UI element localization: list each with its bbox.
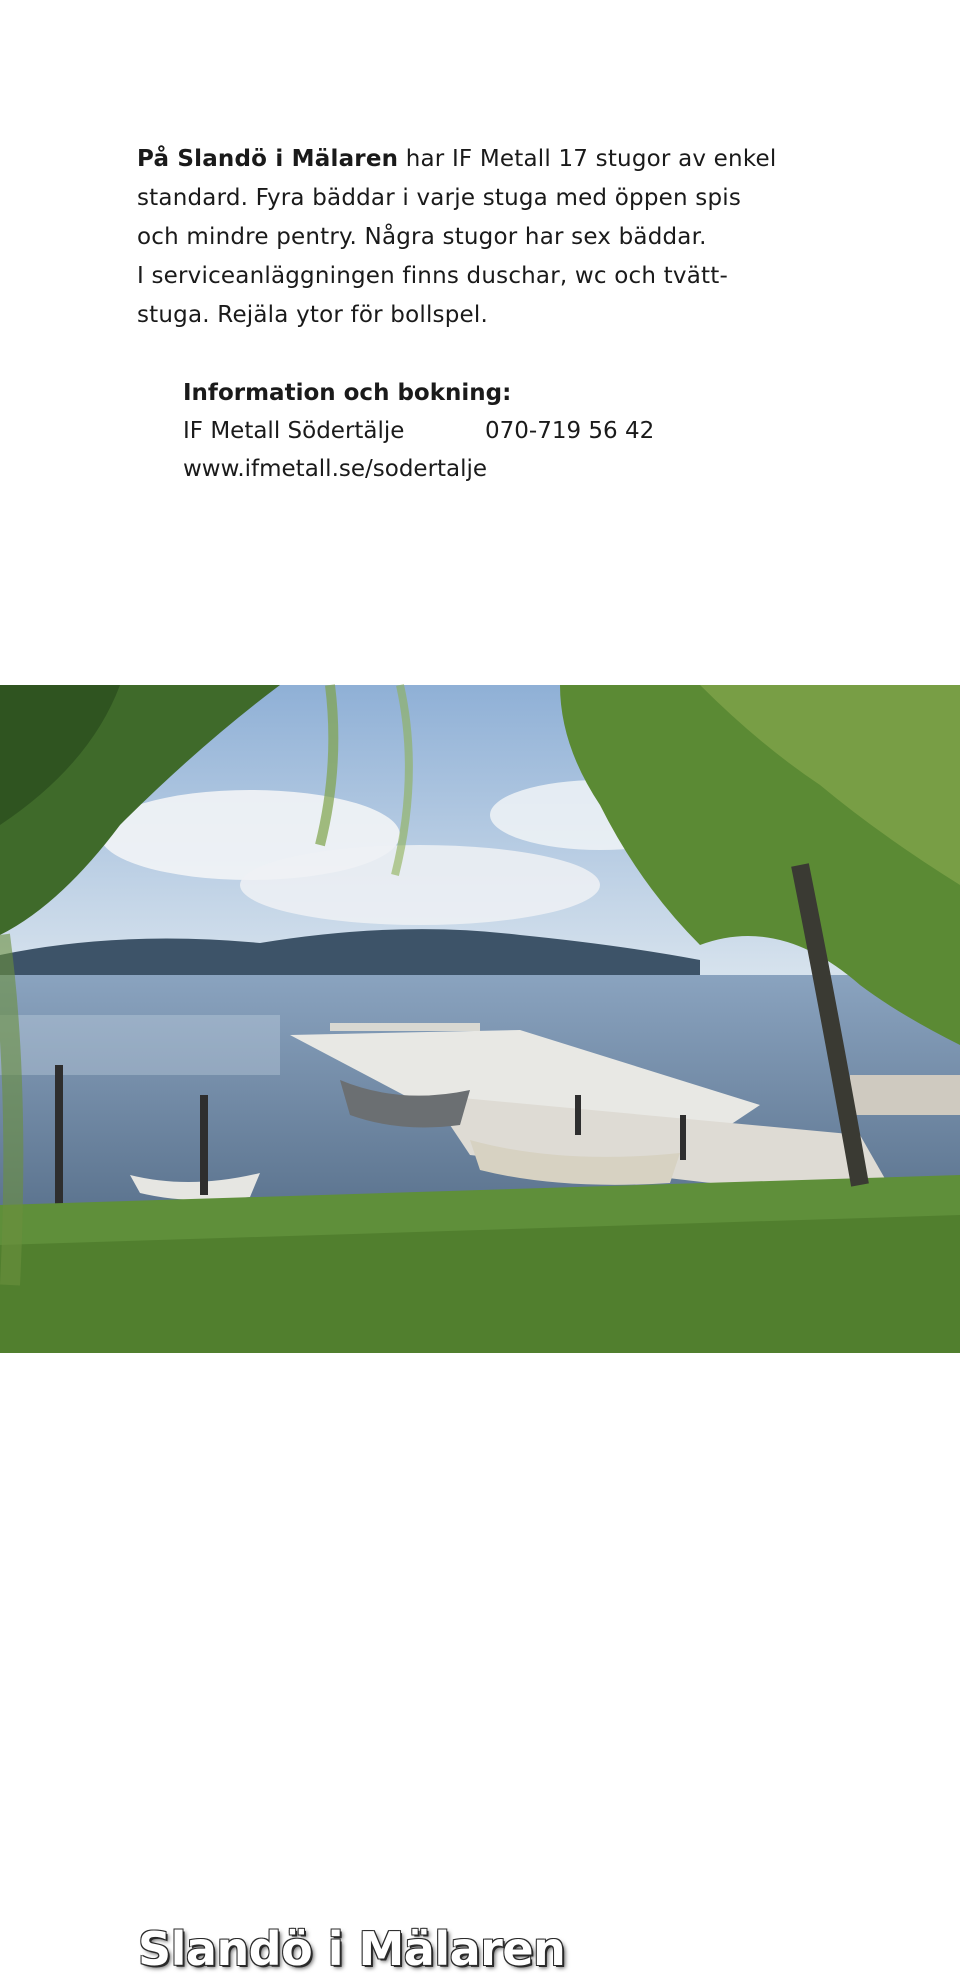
booking-heading: Information och bokning:	[183, 380, 512, 406]
website-link[interactable]: www.ifmetall.se/sodertalje	[183, 456, 488, 482]
lake-photo	[0, 685, 960, 1976]
intro-line-3: och mindre pentry. Några stugor har sex bäddar.	[137, 224, 707, 250]
booking-info	[183, 374, 803, 488]
intro-line-2: standard. Fyra bäddar i varje stuga med öppen spis	[137, 185, 742, 211]
phone-number: 070-719 56 42	[485, 418, 655, 444]
lake-scene-image	[0, 685, 960, 1353]
intro-line-5: stuga. Rejäla ytor för bollspel.	[137, 302, 488, 328]
intro-line-4: I serviceanläggningen finns duschar, wc och tvätt-	[137, 263, 728, 289]
intro-line-1: har IF Metall 17 stugor av enkel	[398, 146, 777, 172]
intro-paragraph	[137, 140, 837, 335]
photo-title: Slandö i Mälaren	[138, 1922, 566, 1976]
organization-name: IF Metall Södertälje	[183, 418, 405, 444]
intro-lead: På Slandö i Mälaren	[137, 146, 399, 172]
contact-row	[183, 412, 803, 450]
